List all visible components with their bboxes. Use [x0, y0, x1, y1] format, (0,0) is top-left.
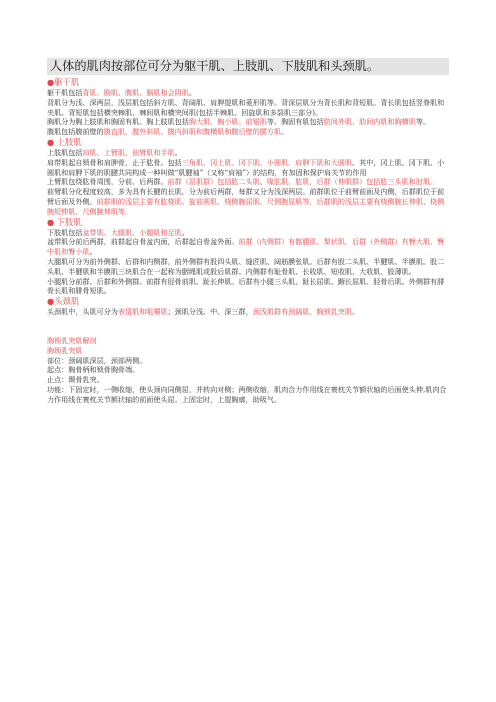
body-text: 上肢肌包括 [47, 147, 83, 157]
section-paragraph [47, 98, 449, 118]
highlight-text: 胸大肌、胸小肌、前锯肌 [188, 117, 267, 127]
body-text: 头颈肌中，头肌可分为 [47, 307, 118, 317]
section-heading: ●躯干肌 [47, 77, 80, 87]
section-paragraph [47, 127, 449, 137]
body-text: 躯干肌包括 [47, 88, 83, 97]
appendix-subtitle: 胸锁乳突肌 [47, 345, 83, 355]
body-text: 盆带肌分前后两群，前群起自骨盆内面，后群起自骨盆外面。 [47, 237, 239, 247]
highlight-text: 表情肌和咀嚼肌 [117, 307, 168, 317]
section-paragraph [47, 277, 449, 297]
section-paragraph [47, 307, 449, 317]
body-text: 肩带肌起自锁骨和肩胛骨，止于肱骨。包括 [47, 157, 182, 167]
body-text: 。其中，冈上肌、冈下肌、小圆肌和肩胛下肌的肌腱共同构成一种叫做“肌腱袖”（又称“肩袖”）的结构，有加固和保护肩关节的作用 [47, 157, 445, 177]
highlight-text: 前群（内侧群）有髂腰肌、梨状肌，后群（外侧群）有臀大肌、臀中肌和臀小肌 [47, 237, 445, 257]
section-heading: ● 上肢肌 [47, 136, 82, 147]
body-text: 。 [281, 127, 289, 137]
body-text: 等。胸固有肌包括 [266, 117, 324, 127]
highlight-text: 肩肌、上臂肌、前臂肌和手肌 [82, 147, 175, 157]
section-heading: ●头颈肌 [47, 296, 80, 307]
appendix-line: 止点：颞骨乳突。 [47, 375, 104, 385]
body-text: 背肌分为浅、深两层，浅层肌包括斜方肌、背阔肌、肩胛提肌和菱形肌等。背深层肌分为背长肌和背短肌。背长肌包括竖脊肌和夹肌。背短肌包括横突棘肌、棘间肌和横突间肌(包括半棘肌、回旋肌和多裂肌三部分)。 [47, 97, 445, 117]
section-paragraph [47, 158, 449, 178]
body-text: 。 [188, 88, 196, 97]
body-text: 下肢肌包括 [47, 227, 83, 237]
appendix-section [47, 336, 449, 405]
section-paragraph [47, 148, 449, 158]
section-paragraph [47, 177, 449, 187]
section-heading: ● 下肢肌 [47, 216, 82, 227]
highlight-text: 腹直肌、腹外斜肌、腹内斜肌和腹横肌和腹后壁的腰方肌 [103, 127, 282, 137]
body-text: 。 [181, 227, 189, 237]
sections-container [47, 77, 449, 317]
page-title: 人体的肌肉按部位可分为躯干肌、上肢肌、下肢肌和头颈肌。 [47, 58, 449, 75]
section-paragraph [47, 228, 449, 238]
appendix-line: 功能：下固定时，一侧收缩，使头颈向同侧屈，并转向对侧；两侧收缩，肌肉合力作用线在寰枕关节额状轴的后面使头伸,肌肉合力作用线在寰枕关节额状轴的前面使头屈。上固定时，上提胸廓，助吸气。 [47, 384, 447, 404]
body-text: 。 [89, 247, 97, 257]
body-text: 等。 [415, 117, 431, 127]
highlight-text: 前群肌的浅层主要有肱桡肌、旋前圆肌、桡侧腕屈肌、尺侧腕屈肌等，后群肌的浅层主要有桡侧腕长伸肌、桡侧腕短伸肌、尺侧腕伸肌等。 [47, 196, 445, 216]
body-text: 腹肌包括腹前壁的 [47, 127, 104, 137]
body-text: 大腿肌可分为前外侧群、后群和内侧群，前外侧群有股四头肌、缝匠肌、阔筋膜张肌。后群有股二头肌、半腱肌、半膜肌。股二头肌、半腱肌和半膜肌三块肌合在一起称为胭绳肌或股后肌群。内侧群有耻骨肌、长收肌、短收肌、大收肌、股薄肌。 [47, 256, 445, 276]
section-paragraph [47, 117, 449, 127]
appendix-line: 起点：胸骨柄和锁骨胸骨端。 [47, 365, 140, 375]
highlight-text: 背肌、胸肌、腹肌、膈肌和会阴肌 [82, 88, 189, 97]
section-paragraph [47, 88, 449, 98]
appendix-title: 胸锁乳突肌解剖 [47, 335, 97, 345]
highlight-text: 肋间外肌、肋间内肌和胸横肌 [323, 117, 416, 127]
highlight-text: 三角肌、冈上肌、冈下肌、小圆肌、肩胛下肌和大圆肌 [181, 157, 353, 167]
body-text: ；颈肌分浅、中、深三群， [167, 307, 253, 317]
highlight-text: 盆带肌、大腿肌、小腿肌和足肌 [82, 227, 182, 237]
body-text: 上臂肌包绕肱骨周围，分前、后两群。 [47, 177, 168, 187]
section-paragraph [47, 187, 449, 216]
highlight-text: 前群（屈肌群）包括肱二头肌、喙肱肌、肱肌，后群（伸肌群）包括肱三头肌和肘肌。 [167, 177, 438, 187]
section-paragraph [47, 257, 449, 277]
body-text: 前臂肌分化程度较高，多为具有长腱的长肌，分为前后两群，每群又分为浅深两层。前群肌位于前臂前面及内侧，后群肌位于前臂后面及外侧。 [47, 187, 445, 206]
appendix-line: 部位：颈阔肌深层，颈部两侧。 [47, 355, 147, 365]
highlight-text: 颈浅肌群有颈阔肌、胸锁乳突肌 [252, 307, 353, 317]
body-text: 胸肌分为胸上肢肌和胸固有肌。胸上肢肌包括 [47, 117, 189, 127]
body-text: 。 [352, 307, 360, 317]
section-paragraph [47, 237, 449, 257]
body-text: 。 [174, 147, 182, 157]
body-text: 小腿肌分前群、后群和外侧群。前群有胫骨前肌、趾长伸肌。后群有小腿三头肌、趾长屈肌、蹰长屈肌、胫骨后肌。外侧群有腓骨长肌和腓骨短肌。 [47, 276, 445, 296]
